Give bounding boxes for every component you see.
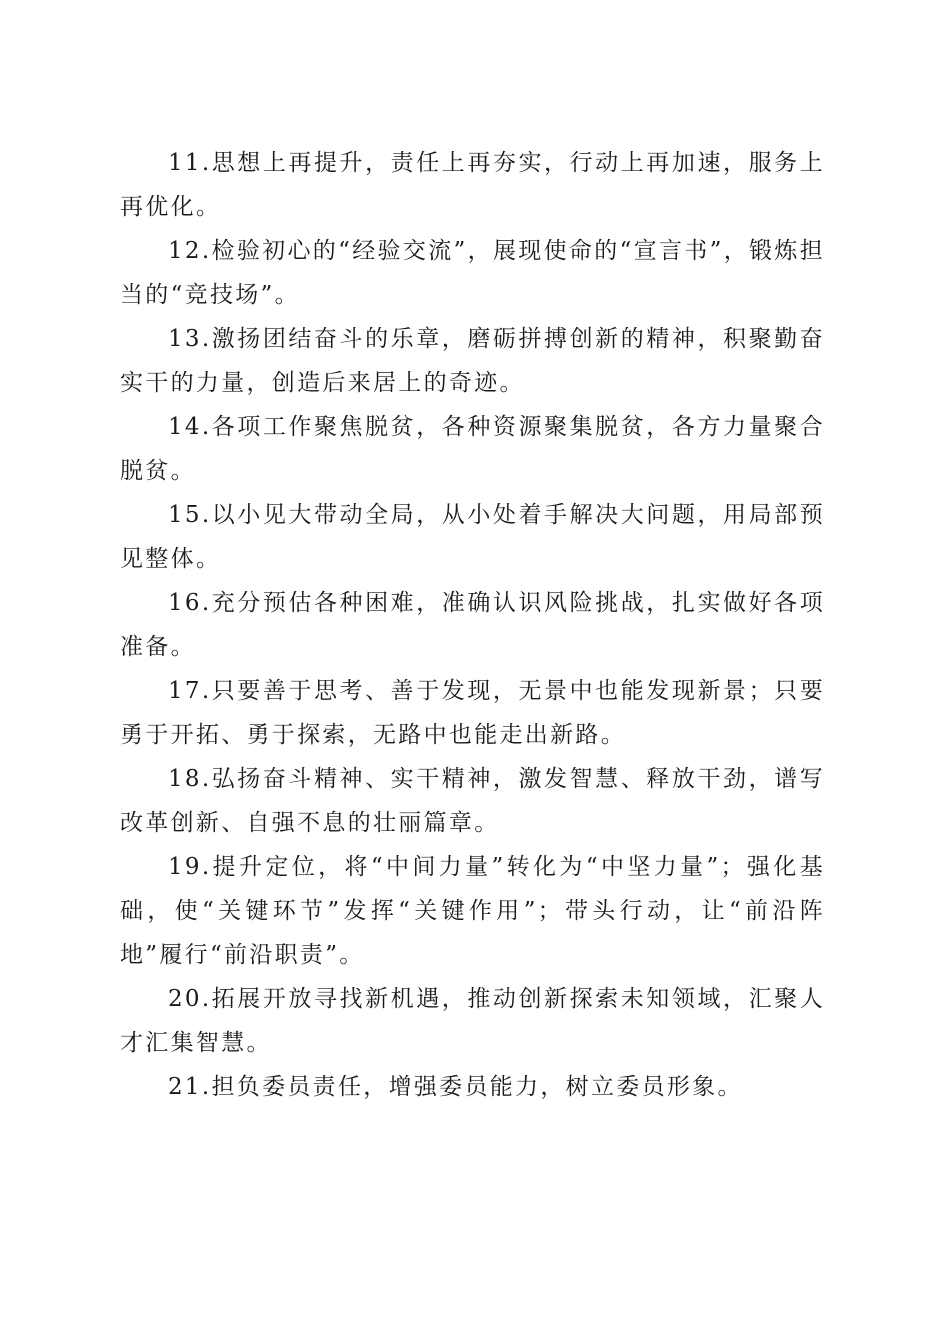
list-item-16: 16.充分预估各种困难，准确认识风险挑战，扎实做好各项准备。 [120, 590, 825, 660]
list-item-11: 11.思想上再提升，责任上再夯实，行动上再加速，服务上再优化。 [120, 150, 825, 220]
list-item-19: 19.提升定位，将“中间力量”转化为“中坚力量”；强化基础，使“关键环节”发挥“关键作用”；带头行动，让“前沿阵地”履行“前沿职责”。 [120, 854, 825, 968]
list-item-12: 12.检验初心的“经验交流”，展现使命的“宣言书”，锻炼担当的“竞技场”。 [120, 238, 825, 308]
list-item-18: 18.弘扬奋斗精神、实干精神，激发智慧、释放干劲，谱写改革创新、自强不息的壮丽篇章。 [120, 766, 825, 836]
list-item-17: 17.只要善于思考、善于发现，无景中也能发现新景；只要勇于开拓、勇于探索，无路中也能走出新路。 [120, 678, 825, 748]
list-item-21: 21.担负委员责任，增强委员能力，树立委员形象。 [168, 1074, 743, 1100]
document-body [120, 141, 825, 1109]
list-item-14: 14.各项工作聚焦脱贫，各种资源聚集脱贫，各方力量聚合脱贫。 [120, 414, 825, 484]
list-item-20: 20.拓展开放寻找新机遇，推动创新探索未知领域，汇聚人才汇集智慧。 [120, 986, 825, 1056]
list-item-15: 15.以小见大带动全局，从小处着手解决大问题，用局部预见整体。 [120, 502, 825, 572]
list-item-13: 13.激扬团结奋斗的乐章，磨砺拼搏创新的精神，积聚勤奋实干的力量，创造后来居上的奇迹。 [120, 326, 825, 396]
